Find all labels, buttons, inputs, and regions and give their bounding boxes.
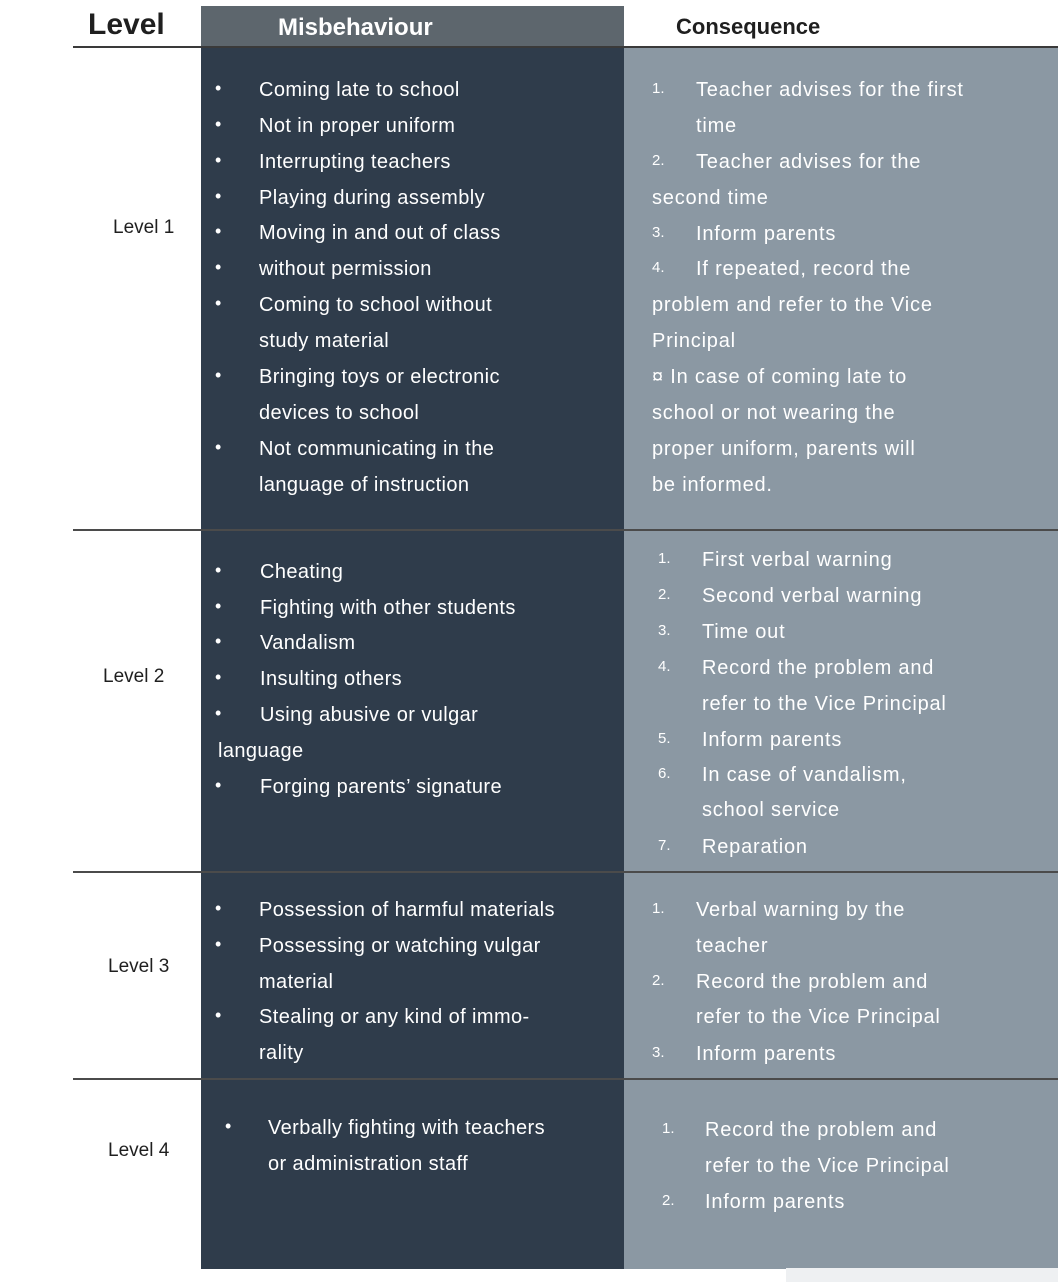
list-item: Teacher advises for the first <box>696 79 964 101</box>
list-item: refer to the Vice Principal <box>705 1155 950 1177</box>
list-item: Time out <box>702 621 786 643</box>
list-item: Record the problem and <box>696 971 929 993</box>
list-item: Second verbal warning <box>702 585 923 607</box>
list-number: 4. <box>652 259 665 276</box>
list-number: 3. <box>652 1044 665 1061</box>
list-item: or administration staff <box>268 1153 469 1175</box>
list-number: 1. <box>662 1120 675 1137</box>
bullet-dot-icon: • <box>215 293 222 313</box>
list-number: 2. <box>652 972 665 989</box>
bullet-dot-icon: • <box>215 667 222 687</box>
level-2-label: Level 2 <box>103 666 165 687</box>
list-item: problem and refer to the Vice <box>652 294 933 316</box>
list-item: Inform parents <box>705 1191 846 1213</box>
list-item: school or not wearing the <box>652 402 896 424</box>
list-item: Bringing toys or electronic <box>259 366 500 388</box>
list-item: Possession of harmful materials <box>259 899 555 921</box>
list-item: refer to the Vice Principal <box>696 1006 941 1028</box>
list-item: If repeated, record the <box>696 258 912 280</box>
bullet-dot-icon: • <box>215 560 222 580</box>
list-number: 2. <box>662 1192 675 1209</box>
list-item: Stealing or any kind of immo- <box>259 1006 530 1028</box>
list-item: without permission <box>259 258 432 280</box>
list-item: Not in proper uniform <box>259 115 456 137</box>
list-item: In case of vandalism, <box>702 764 907 786</box>
list-item: Principal <box>652 330 736 352</box>
list-item: Forging parents’ signature <box>260 776 503 798</box>
list-item: Insulting others <box>260 668 403 690</box>
list-number: 1. <box>652 80 665 97</box>
row-divider <box>73 529 1058 531</box>
list-item: First verbal warning <box>702 549 893 571</box>
misbehaviour-column-header: Misbehaviour <box>278 14 433 41</box>
list-item: Using abusive or vulgar <box>260 704 479 726</box>
list-item: Cheating <box>260 561 344 583</box>
list-item: rality <box>259 1042 304 1064</box>
bullet-dot-icon: • <box>215 365 222 385</box>
list-number: 7. <box>658 837 671 854</box>
list-number: 1. <box>652 900 665 917</box>
bullet-dot-icon: • <box>215 114 222 134</box>
level-1-label: Level 1 <box>113 217 175 238</box>
list-item: Not communicating in the <box>259 438 495 460</box>
bullet-dot-icon: • <box>215 186 222 206</box>
list-item: language of instruction <box>259 474 470 496</box>
list-item: Record the problem and <box>702 657 935 679</box>
list-item: Reparation <box>702 836 808 858</box>
list-number: 2. <box>658 586 671 603</box>
level-3-label: Level 3 <box>108 956 170 977</box>
list-item: Playing during assembly <box>259 187 485 209</box>
bullet-dot-icon: • <box>225 1116 232 1136</box>
list-number: 6. <box>658 765 671 782</box>
header-divider <box>73 46 1058 48</box>
list-item: teacher <box>696 935 769 957</box>
list-number: 2. <box>652 152 665 169</box>
list-item: devices to school <box>259 402 420 424</box>
level-4-label: Level 4 <box>108 1140 170 1161</box>
list-number: 5. <box>658 730 671 747</box>
bullet-dot-icon: • <box>215 257 222 277</box>
list-item: Inform parents <box>696 1043 837 1065</box>
list-item: language <box>218 740 304 762</box>
row-divider <box>73 1078 1058 1080</box>
list-item: second time <box>652 187 769 209</box>
page-edge-shadow <box>786 1268 1058 1282</box>
list-item: Fighting with other students <box>260 597 516 619</box>
bullet-dot-icon: • <box>215 150 222 170</box>
list-item: time <box>696 115 737 137</box>
bullet-dot-icon: • <box>215 221 222 241</box>
list-item: Teacher advises for the <box>696 151 922 173</box>
list-item: ¤ In case of coming late to <box>652 366 908 388</box>
row-divider <box>73 871 1058 873</box>
list-item: Coming late to school <box>259 79 460 101</box>
bullet-dot-icon: • <box>215 898 222 918</box>
list-item: Inform parents <box>696 223 837 245</box>
list-item: Possessing or watching vulgar <box>259 935 541 957</box>
list-item: Verbal warning by the <box>696 899 906 921</box>
list-number: 1. <box>658 550 671 567</box>
bullet-dot-icon: • <box>215 437 222 457</box>
bullet-dot-icon: • <box>215 596 222 616</box>
list-item: Verbally fighting with teachers <box>268 1117 545 1139</box>
list-item: school service <box>702 799 840 821</box>
list-item: Record the problem and <box>705 1119 938 1141</box>
list-item: Vandalism <box>260 632 356 654</box>
bullet-dot-icon: • <box>215 934 222 954</box>
level-column-header: Level <box>88 8 165 41</box>
list-number: 4. <box>658 658 671 675</box>
list-item: Inform parents <box>702 729 843 751</box>
list-item: be informed. <box>652 474 773 496</box>
list-item: Interrupting teachers <box>259 151 451 173</box>
list-item: study material <box>259 330 390 352</box>
list-item: material <box>259 971 334 993</box>
consequence-column-header: Consequence <box>676 14 821 39</box>
list-item: Moving in and out of class <box>259 222 501 244</box>
bullet-dot-icon: • <box>215 631 222 651</box>
bullet-dot-icon: • <box>215 78 222 98</box>
list-item: refer to the Vice Principal <box>702 693 947 715</box>
bullet-dot-icon: • <box>215 703 222 723</box>
bullet-dot-icon: • <box>215 775 222 795</box>
bullet-dot-icon: • <box>215 1005 222 1025</box>
list-item: proper uniform, parents will <box>652 438 916 460</box>
list-number: 3. <box>652 224 665 241</box>
list-item: Coming to school without <box>259 294 493 316</box>
list-number: 3. <box>658 622 671 639</box>
